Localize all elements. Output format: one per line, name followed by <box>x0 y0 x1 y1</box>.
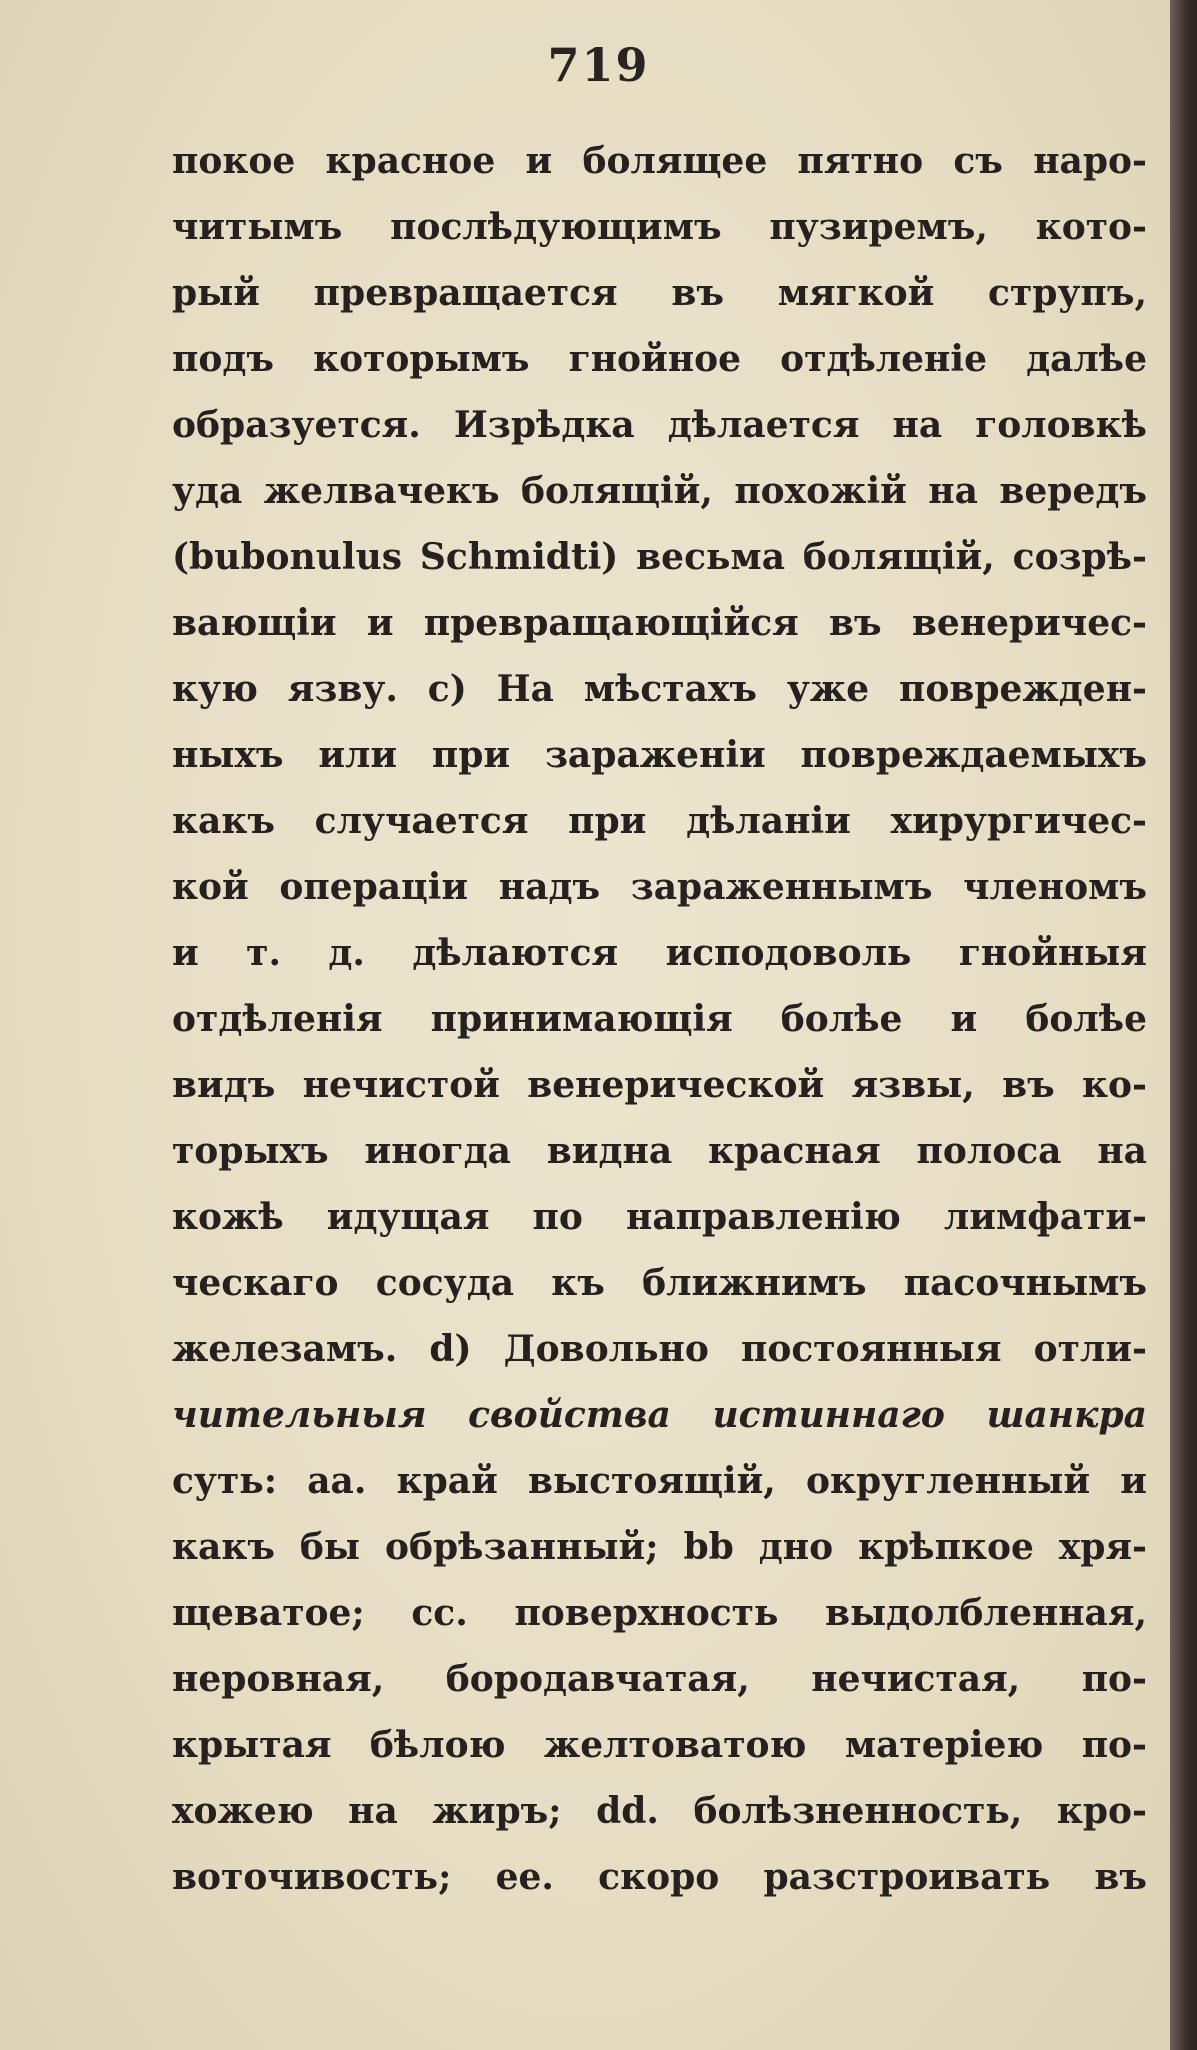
book-spine-edge <box>1170 0 1197 2050</box>
text-line: суть: aa. край выстоящiй, округленный и <box>172 1460 1147 1502</box>
text-line: торыхъ иногда видна красная полоса на <box>172 1130 1147 1172</box>
text-line: неровная, бородавчатая, нечистая, по- <box>172 1658 1147 1700</box>
text-line: ныхъ или при зараженiи повреждаемыхъ <box>172 734 1147 776</box>
text-line: хожею на жиръ; dd. болѣзненность, кро- <box>172 1790 1147 1832</box>
text-line: кожѣ идущая по направленiю лимфати- <box>172 1196 1147 1238</box>
text-line: воточивость; ee. скоро разстроивать въ <box>172 1856 1147 1898</box>
page-number: 719 <box>547 38 650 92</box>
body-text <box>172 128 1147 1910</box>
text-line: рый превращается въ мягкой струпъ, <box>172 272 1147 314</box>
text-line: отдѣленiя принимающiя болѣе и болѣе <box>172 998 1147 1040</box>
text-line: крытая бѣлою желтоватою матерiею по- <box>172 1724 1147 1766</box>
text-line: железамъ. d) Довольно постоянныя отли- <box>172 1328 1147 1370</box>
text-line: читымъ послѣдующимъ пузиремъ, кото- <box>172 206 1147 248</box>
text-line: чительныя свойства истиннаго шанкра <box>172 1394 1147 1436</box>
text-line: (bubonulus Schmidti) весьма болящiй, созрѣ- <box>172 536 1147 578</box>
text-line: и т. д. дѣлаются исподоволь гнойныя <box>172 932 1147 974</box>
text-line: вающiи и превращающiйся въ венеричес- <box>172 602 1147 644</box>
text-line: кую язву. c) На мѣстахъ уже поврежден- <box>172 668 1147 710</box>
text-line: подъ которымъ гнойное отдѣленiе далѣе <box>172 338 1147 380</box>
text-line: какъ бы обрѣзанный; bb дно крѣпкое хря- <box>172 1526 1147 1568</box>
text-line: какъ случается при дѣланiи хирургичес- <box>172 800 1147 842</box>
text-line: образуется. Изрѣдка дѣлается на головкѣ <box>172 404 1147 446</box>
text-line: щеватое; cc. поверхность выдолбленная, <box>172 1592 1147 1634</box>
text-line: уда желвачекъ болящiй, похожiй на вередъ <box>172 470 1147 512</box>
text-line: ческаго сосуда къ ближнимъ пасочнымъ <box>172 1262 1147 1304</box>
text-line: видъ нечистой венерической язвы, въ ко- <box>172 1064 1147 1106</box>
text-line: покое красное и болящее пятно съ наро- <box>172 140 1147 182</box>
text-line: кой операцiи надъ зараженнымъ членомъ <box>172 866 1147 908</box>
